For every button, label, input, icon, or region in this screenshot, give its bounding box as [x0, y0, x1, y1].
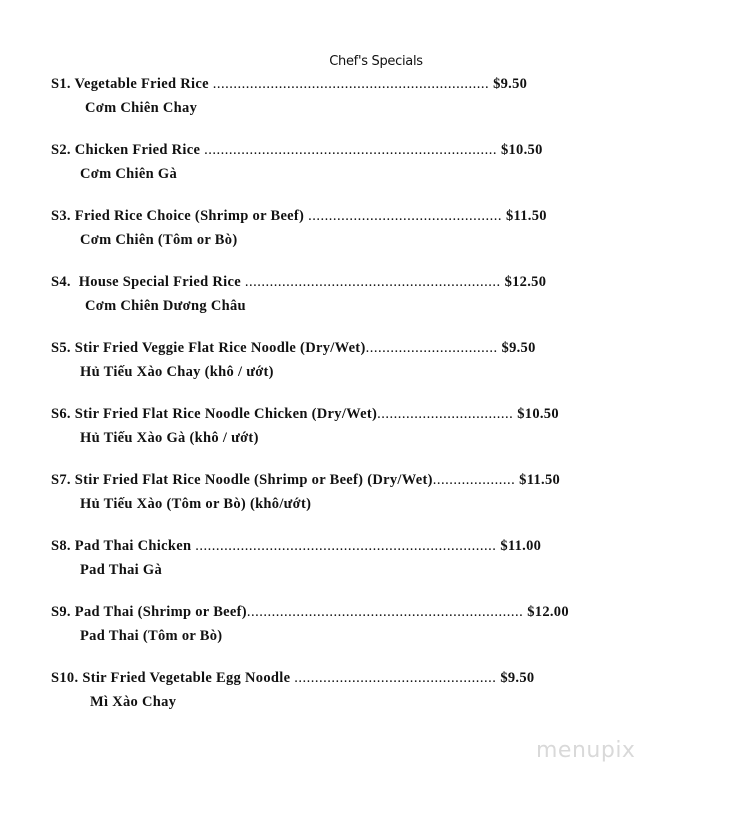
- leader-dots: .................................................: [294, 670, 497, 686]
- item-name: Pad Thai (Shrimp or Beef): [74, 604, 247, 620]
- leader-dots: ...............................................: [308, 208, 502, 224]
- leader-dots: ................................: [365, 340, 498, 356]
- leader-dots: ..............................................................: [244, 274, 501, 290]
- item-code: S7.: [51, 472, 71, 488]
- leader-dots: .................................: [377, 406, 514, 422]
- item-name: Pad Thai Chicken: [74, 538, 192, 554]
- item-name: Chicken Fried Rice: [74, 142, 201, 158]
- item-code: S4.: [51, 274, 71, 290]
- item-code: S10.: [51, 670, 79, 686]
- item-price: $11.50: [519, 472, 561, 488]
- item-price: $11.00: [500, 538, 542, 554]
- item-price: $9.50: [500, 670, 535, 686]
- item-code: S3.: [51, 208, 71, 224]
- item-price: $10.50: [517, 406, 559, 422]
- item-price: $12.00: [527, 604, 569, 620]
- item-name: Fried Rice Choice (Shrimp or Beef): [74, 208, 305, 224]
- item-code: S9.: [51, 604, 71, 620]
- leader-dots: .........................................................................: [195, 538, 497, 554]
- item-code: S1.: [51, 76, 71, 92]
- item-name: Stir Fried Veggie Flat Rice Noodle (Dry/Wet): [74, 340, 366, 356]
- item-subtitle: Cơm Chiên Dương Châu: [85, 298, 246, 314]
- item-code: S2.: [51, 142, 71, 158]
- leader-dots: .......................................................................: [204, 142, 498, 158]
- item-name: House Special Fried Rice: [78, 274, 241, 290]
- item-subtitle: Hủ Tiếu Xào (Tôm or Bò) (khô/ướt): [80, 496, 312, 512]
- item-subtitle: Hủ Tiếu Xào Gà (khô / ướt): [80, 430, 259, 446]
- item-price: $11.50: [505, 208, 547, 224]
- item-code: S5.: [51, 340, 71, 356]
- leader-dots: ....................: [432, 472, 516, 488]
- item-name: Vegetable Fried Rice: [74, 76, 209, 92]
- item-price: $10.50: [500, 142, 543, 158]
- watermark-logo: menupix: [536, 738, 636, 763]
- item-name: Stir Fried Flat Rice Noodle (Shrimp or Beef) (Dry/Wet): [74, 472, 433, 488]
- item-subtitle: Cơm Chiên Chay: [85, 100, 198, 116]
- item-subtitle: Cơm Chiên Gà: [80, 166, 178, 182]
- leader-dots: ...................................................................: [212, 76, 490, 92]
- item-subtitle: Mì Xào Chay: [90, 694, 177, 710]
- menu-title: Chef's Specials: [329, 54, 423, 69]
- item-name: Stir Fried Vegetable Egg Noodle: [82, 670, 291, 686]
- leader-dots: ...................................................................: [246, 604, 524, 620]
- item-subtitle: Pad Thai Gà: [80, 562, 163, 578]
- item-subtitle: Pad Thai (Tôm or Bò): [80, 628, 223, 644]
- item-price: $9.50: [501, 340, 536, 356]
- item-code: S8.: [51, 538, 71, 554]
- item-price: $9.50: [493, 76, 528, 92]
- item-name: Stir Fried Flat Rice Noodle Chicken (Dry/Wet): [74, 406, 378, 422]
- item-price: $12.50: [504, 274, 547, 290]
- item-code: S6.: [51, 406, 71, 422]
- item-subtitle: Hủ Tiếu Xào Chay (khô / ướt): [80, 364, 274, 380]
- item-subtitle: Cơm Chiên (Tôm or Bò): [80, 232, 238, 248]
